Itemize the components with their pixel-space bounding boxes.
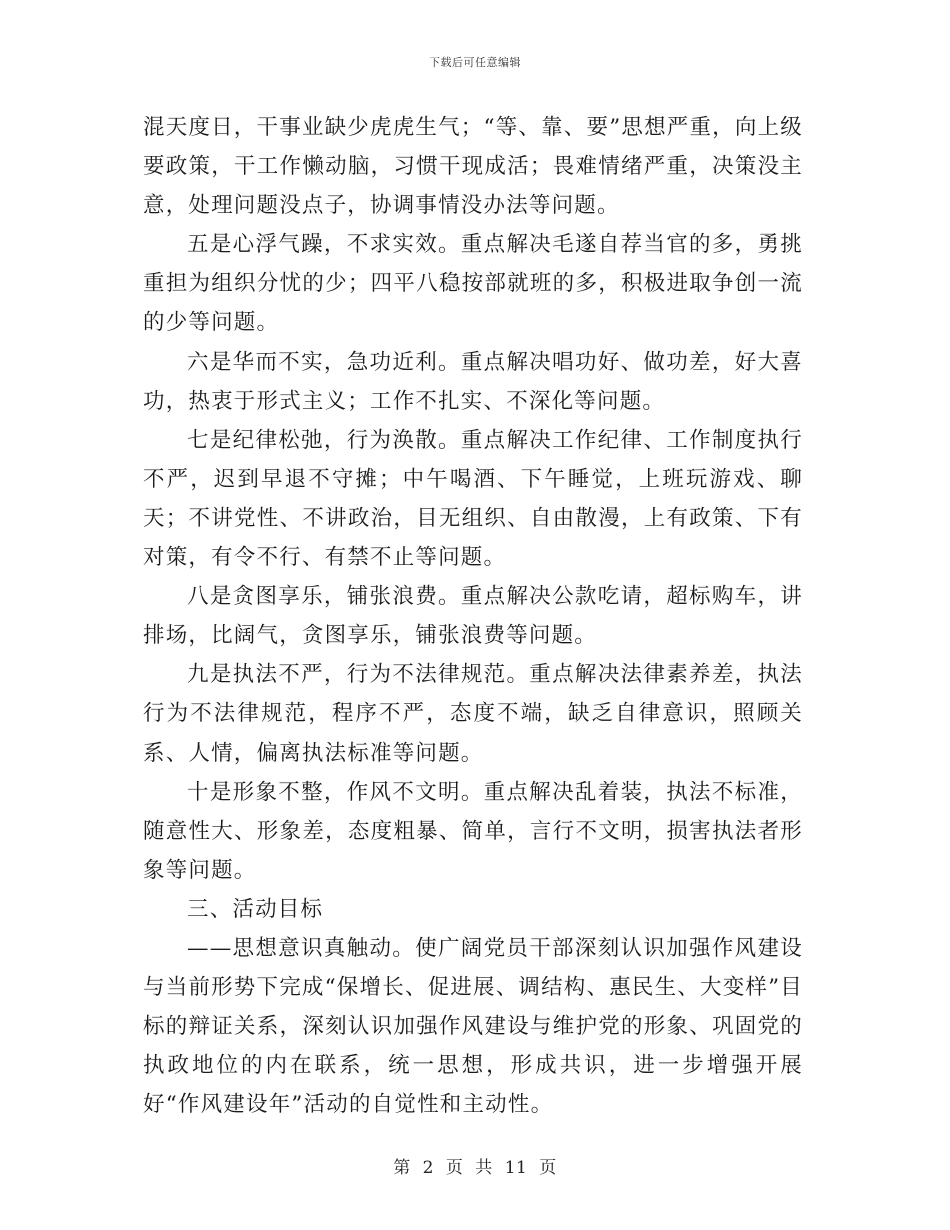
paragraph-4: 七是纪律松弛，行为涣散。重点解决工作纪律、工作制度执行不严，迟到早退不守摊；中午喝酒、下午睡觉，上班玩游戏、聊天；不讲党性、不讲政治，目无组织、自由散漫，上有政策、下有对策，有令不行、有禁不止等问题。 — [143, 427, 803, 571]
paragraph-6: 九是执法不严，行为不法律规范。重点解决法律素养差，执法行为不法律规范，程序不严，态度不端，缺乏自律意识，照顾关系、人情，偏离执法标准等问题。 — [143, 662, 803, 766]
section-heading: 三、活动目标 — [187, 896, 324, 922]
paragraph-1: 混天度日，干事业缺少虎虎生气；“等、靠、要”思想严重，向上级要政策，干工作懒动脑，习惯干现成活；畏难情绪严重，决策没主意，处理问题没点子，协调事情没办法等问题。 — [143, 115, 803, 219]
paragraph-5: 八是贪图享乐，铺张浪费。重点解决公款吃请，超标购车，讲排场，比阔气，贪图享乐，铺张浪费等问题。 — [143, 584, 803, 649]
paragraph-2: 五是心浮气躁，不求实效。重点解决毛遂自荐当官的多，勇挑重担为组织分忧的少；四平八稳按部就班的多，积极进取争创一流的少等问题。 — [143, 232, 803, 336]
paragraph-3: 六是华而不实，急功近利。重点解决唱功好、做功差，好大喜功，热衷于形式主义；工作不扎实、不深化等问题。 — [143, 349, 803, 414]
paragraph-7: 十是形象不整，作风不文明。重点解决乱着装，执法不标准，随意性大、形象差，态度粗暴、简单，言行不文明，损害执法者形象等问题。 — [143, 779, 803, 883]
paragraph-9: ——思想意识真触动。使广阔党员干部深刻认识加强作风建设与当前形势下完成“保增长、促进展、调结构、惠民生、大变样”目标的辩证关系，深刻认识加强作风建设与维护党的形象、巩固党的执政地位的内在联系，统一思想，形成共识，进一步增强开展好“作风建设年”活动的自觉性和主动性。 — [143, 935, 803, 1118]
page-number: 第 2 页 共 11 页 — [393, 1158, 557, 1178]
document-body — [143, 108, 803, 1124]
page-header: 下载后可任意编辑 — [429, 56, 521, 69]
